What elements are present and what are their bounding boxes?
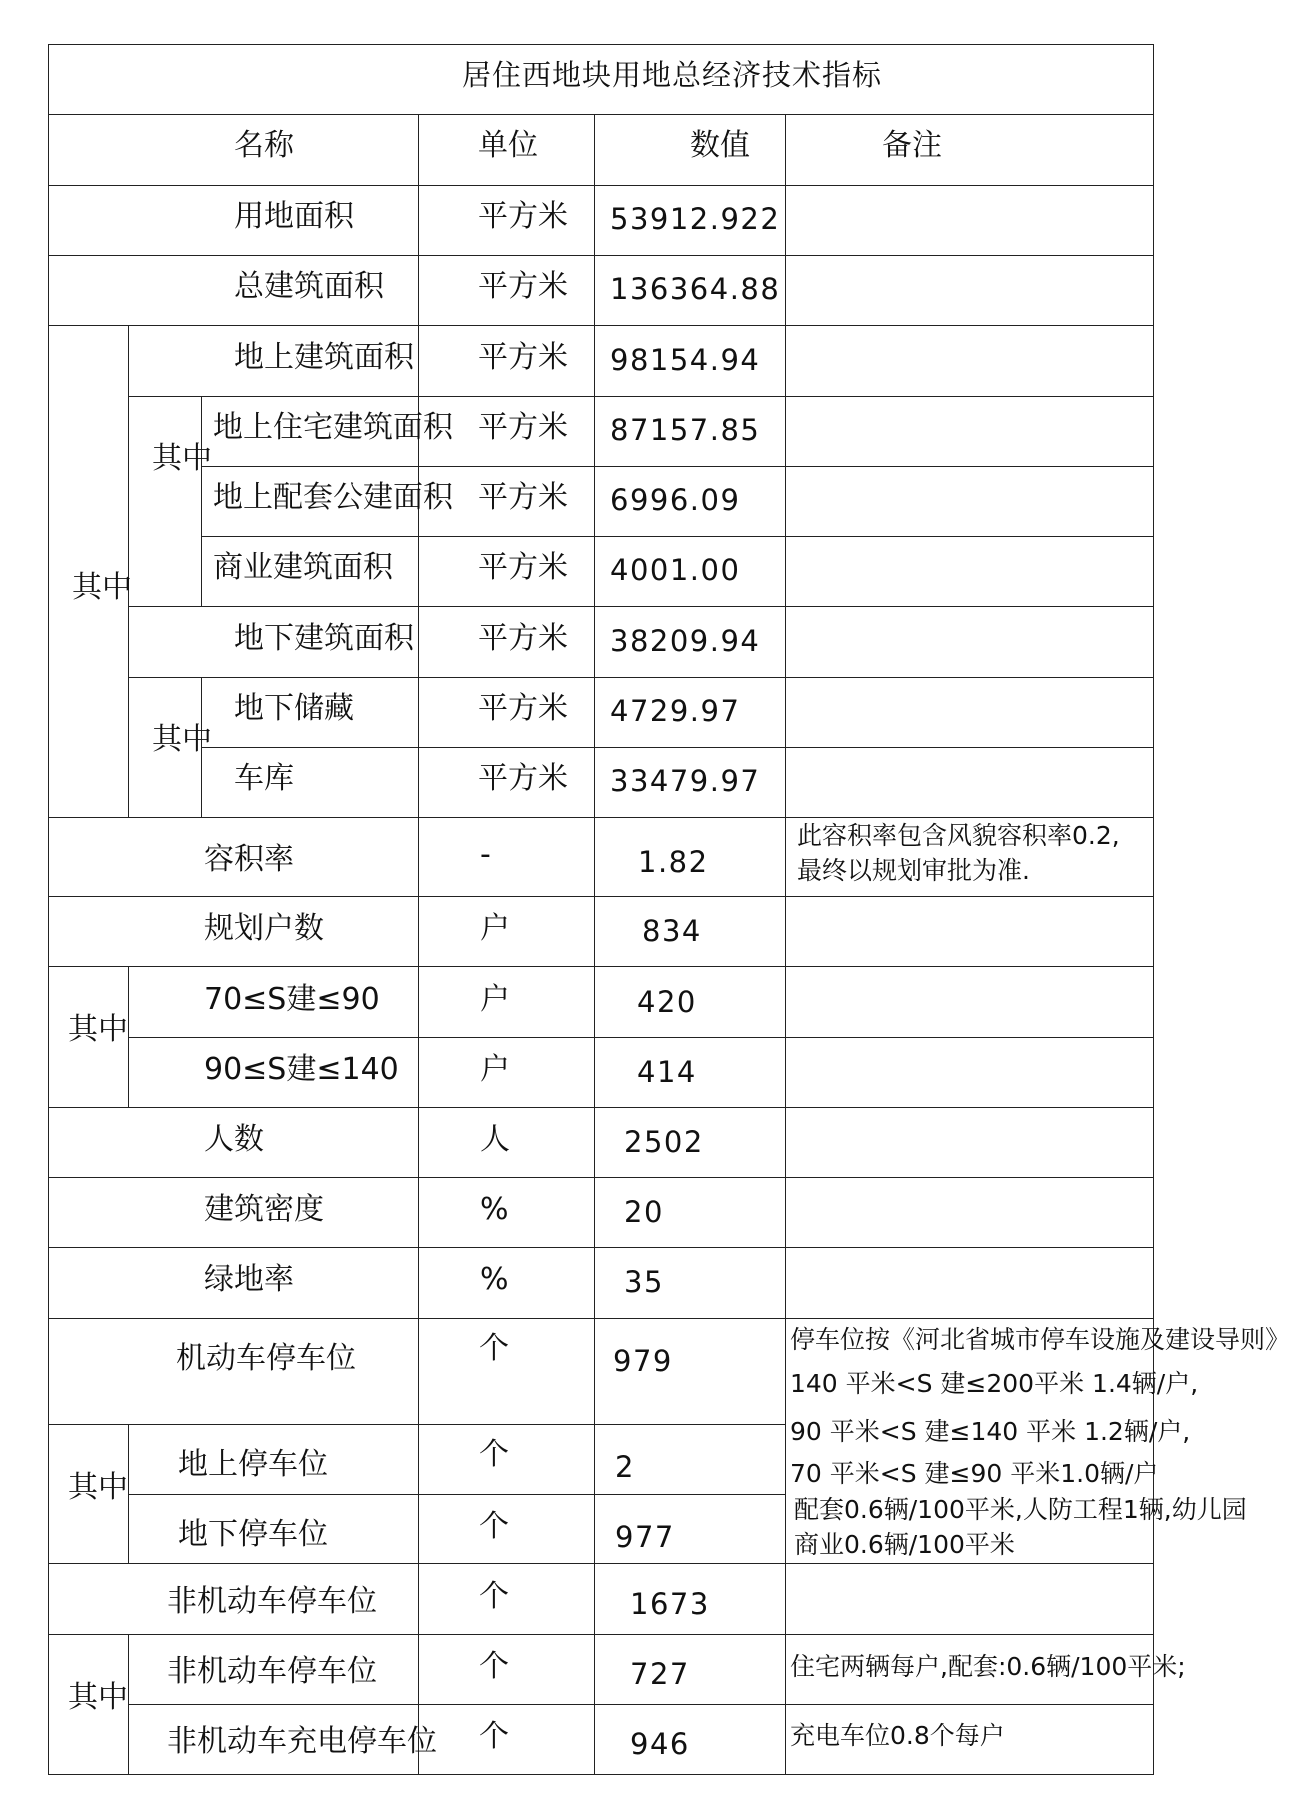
row-value: 136364.88 (610, 272, 781, 306)
row-value: 414 (637, 1055, 697, 1089)
rule (128, 396, 1154, 397)
rule (48, 1634, 1154, 1635)
rule (201, 466, 1154, 467)
row-unit: 个 (479, 1509, 509, 1544)
row-value: 420 (637, 985, 697, 1019)
row-value: 98154.94 (610, 343, 761, 377)
row-remark: 70 平米<S 建≤90 平米1.0辆/户 (790, 1459, 1159, 1488)
row-name: 绿地率 (204, 1262, 294, 1297)
row-unit: 平方米 (478, 410, 568, 445)
table-title: 居住西地块用地总经济技术指标 (462, 58, 883, 92)
row-unit: 户 (480, 911, 510, 946)
header-name: 名称 (234, 128, 294, 163)
rule (48, 1107, 1154, 1108)
row-unit: 平方米 (478, 550, 568, 585)
row-name: 非机动车充电停车位 (167, 1724, 437, 1759)
row-name: 非机动车停车位 (167, 1654, 377, 1689)
rule (128, 1424, 129, 1564)
rule (128, 1494, 785, 1495)
row-value: 20 (624, 1195, 664, 1229)
row-value: 87157.85 (610, 413, 761, 447)
row-unit: 户 (480, 1052, 510, 1087)
rule (201, 747, 1154, 748)
row-value: 6996.09 (610, 483, 741, 517)
rule (48, 185, 1154, 186)
rule (48, 896, 1154, 897)
rule (48, 255, 1154, 256)
rule (48, 1318, 1154, 1319)
group-label: 其中 (68, 1680, 128, 1715)
row-unit: 个 (479, 1437, 509, 1472)
rule (128, 1037, 1154, 1038)
row-remark: 此容积率包含风貌容积率0.2, (797, 821, 1120, 850)
row-value: 1.82 (638, 845, 709, 879)
rule (48, 1774, 1154, 1775)
rule (48, 1247, 1154, 1248)
rule (418, 114, 419, 1775)
row-name: 地上住宅建筑面积 (213, 410, 453, 445)
row-unit: 平方米 (478, 199, 568, 234)
row-unit: 平方米 (478, 691, 568, 726)
row-remark: 最终以规划审批为准. (797, 856, 1030, 885)
row-value: 834 (642, 914, 702, 948)
row-value: 4729.97 (610, 694, 741, 728)
row-unit: 个 (479, 1649, 509, 1684)
row-remark: 充电车位0.8个每户 (790, 1721, 1005, 1750)
row-name: 地上配套公建面积 (213, 480, 453, 515)
row-name: 非机动车停车位 (167, 1584, 377, 1619)
row-unit: 人 (480, 1122, 510, 1157)
row-remark: 配套0.6辆/100平米,人防工程1辆,幼儿园 (794, 1495, 1247, 1524)
group-label: 其中 (152, 722, 212, 757)
row-name: 90≤S建≤140 (204, 1052, 399, 1087)
row-unit: % (480, 1262, 509, 1297)
rule (48, 44, 1154, 45)
row-name: 车库 (234, 761, 294, 796)
row-unit: 平方米 (478, 621, 568, 656)
rule (48, 114, 1154, 115)
row-remark: 停车位按《河北省城市停车设施及建设导则》 (790, 1325, 1290, 1354)
row-name: 总建筑面积 (234, 269, 384, 304)
row-unit: 平方米 (478, 340, 568, 375)
row-value: 727 (630, 1657, 690, 1691)
row-remark: 140 平米<S 建≤200平米 1.4辆/户, (790, 1369, 1199, 1398)
group-label: 其中 (72, 570, 132, 605)
row-name: 人数 (204, 1122, 264, 1157)
row-unit: 个 (479, 1331, 509, 1366)
row-value: 979 (613, 1344, 673, 1378)
rule (128, 966, 129, 1107)
rule (48, 817, 1154, 818)
rule (48, 1563, 1154, 1564)
group-label: 其中 (68, 1012, 128, 1047)
row-name: 地上建筑面积 (234, 340, 414, 375)
row-value: 2 (615, 1450, 635, 1484)
rule (128, 1704, 1154, 1705)
row-unit: 平方米 (478, 761, 568, 796)
header-value: 数值 (690, 128, 750, 163)
row-value: 53912.922 (610, 202, 781, 236)
row-unit: % (480, 1192, 509, 1227)
row-name: 地下停车位 (178, 1517, 328, 1552)
rule (48, 44, 49, 1775)
row-name: 地上停车位 (178, 1447, 328, 1482)
rule (48, 325, 1154, 326)
header-unit: 单位 (478, 128, 538, 163)
row-name: 容积率 (204, 842, 294, 877)
rule (785, 114, 786, 1775)
rule (201, 396, 202, 606)
header-remark: 备注 (882, 128, 942, 163)
row-name: 规划户数 (204, 911, 324, 946)
rule (128, 1634, 129, 1775)
row-unit: 平方米 (478, 269, 568, 304)
row-unit: 平方米 (478, 480, 568, 515)
row-name: 用地面积 (234, 199, 354, 234)
rule (128, 606, 1154, 607)
row-value: 977 (615, 1520, 675, 1554)
rule (48, 966, 1154, 967)
rule (48, 1177, 1154, 1178)
row-name: 地下建筑面积 (234, 621, 414, 656)
row-name: 地下储藏 (234, 691, 354, 726)
group-label: 其中 (152, 441, 212, 476)
row-remark: 90 平米<S 建≤140 平米 1.2辆/户, (790, 1417, 1191, 1446)
row-name: 商业建筑面积 (213, 550, 393, 585)
row-value: 38209.94 (610, 624, 761, 658)
rule (594, 114, 595, 1775)
row-unit: 个 (479, 1719, 509, 1754)
row-value: 35 (624, 1265, 664, 1299)
rule (128, 677, 1154, 678)
rule (201, 536, 1154, 537)
rule (48, 1424, 785, 1425)
row-value: 4001.00 (610, 553, 741, 587)
row-name: 70≤S建≤90 (204, 982, 380, 1017)
row-unit: 户 (480, 982, 510, 1017)
row-value: 2502 (624, 1125, 704, 1159)
row-unit: 个 (479, 1579, 509, 1614)
row-name: 机动车停车位 (176, 1341, 356, 1376)
row-name: 建筑密度 (204, 1192, 324, 1227)
row-remark: 住宅两辆每户,配套:0.6辆/100平米; (790, 1652, 1186, 1681)
row-value: 1673 (630, 1587, 710, 1621)
row-value: 33479.97 (610, 764, 761, 798)
row-remark: 商业0.6辆/100平米 (794, 1530, 1015, 1559)
group-label: 其中 (68, 1470, 128, 1505)
row-unit: - (480, 837, 491, 872)
row-value: 946 (630, 1727, 690, 1761)
